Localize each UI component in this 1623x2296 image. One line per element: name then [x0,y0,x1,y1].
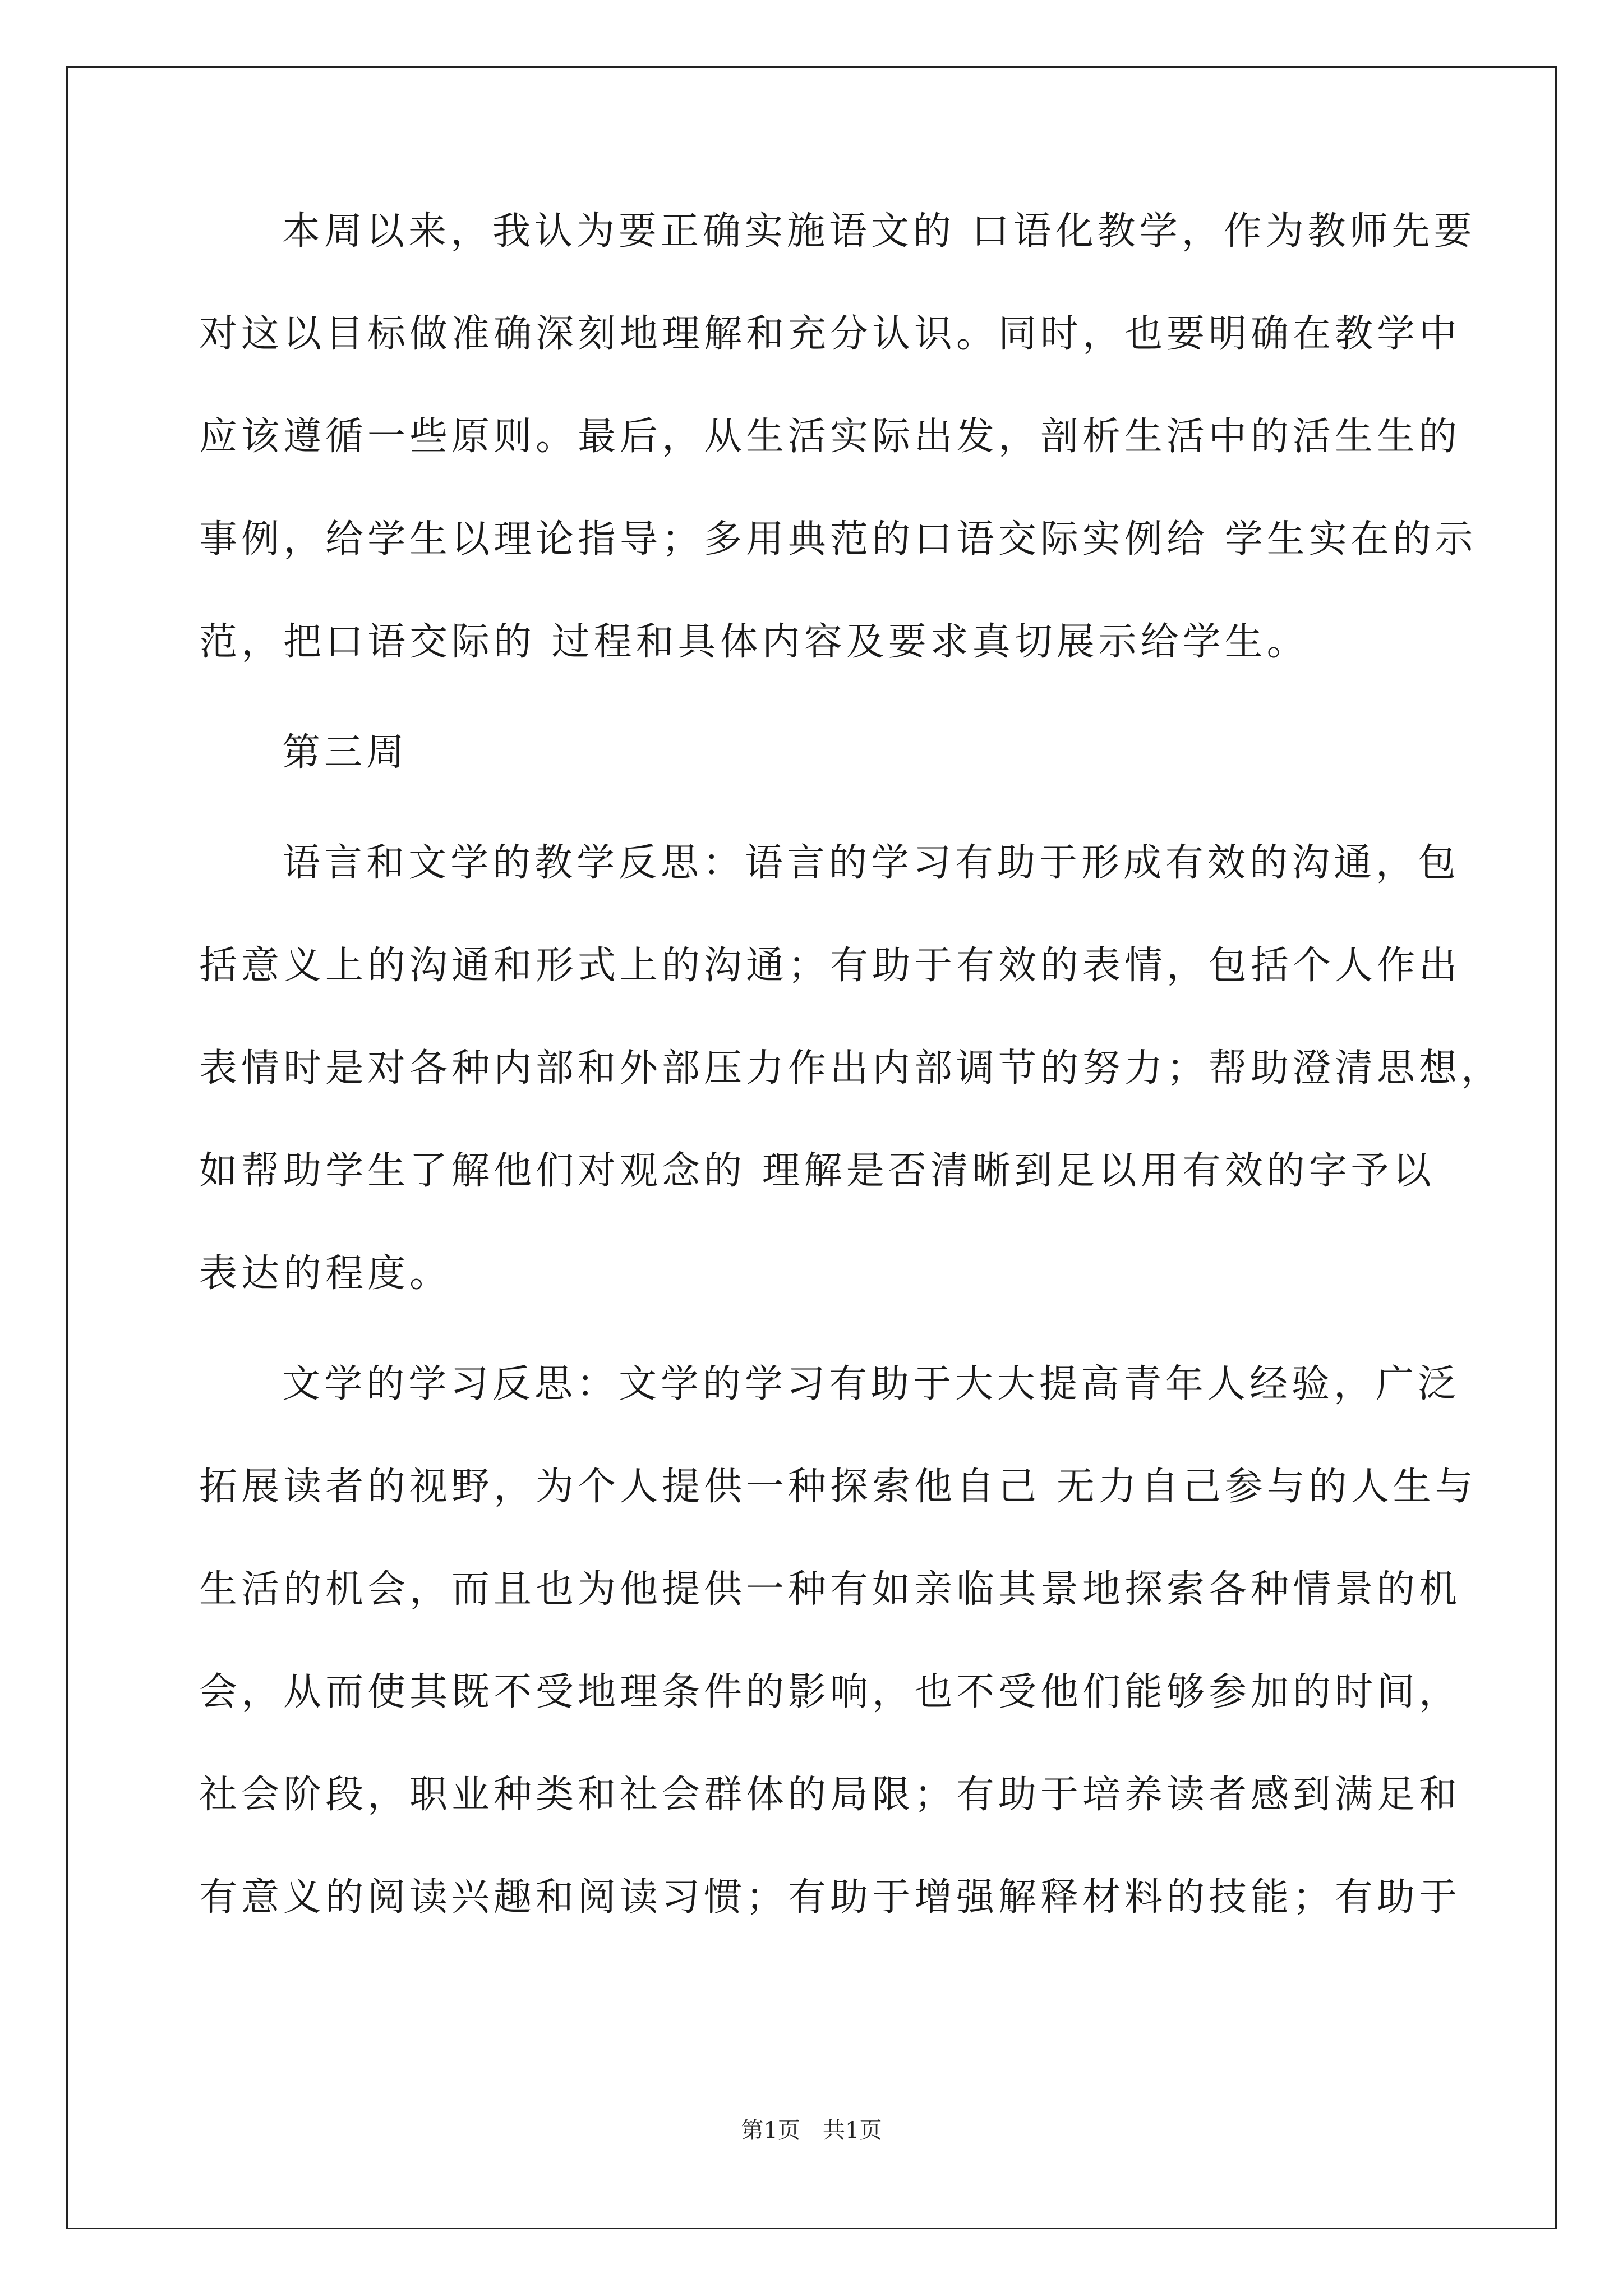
page-number-footer: 第1页 共1页 [741,2118,882,2143]
paragraph-3-line-3: 生活的机会，而且也为他提供一种有如亲临其景地探索各种情景的机 [199,1567,1461,1612]
paragraph-3-line-1: 文学的学习反思：文学的学习有助于大大提高青年人经验，广泛 [282,1362,1460,1406]
paragraph-2-line-5: 表达的程度。 [199,1251,452,1296]
paragraph-3-line-6: 有意义的阅读兴趣和阅读习惯；有助于增强解释材料的技能；有助于 [199,1875,1461,1920]
paragraph-2-line-4: 如帮助学生了解他们对观念的 理解是否清晰到足以用有效的字予以 [199,1149,1435,1193]
paragraph-3-line-4: 会，从而使其既不受地理条件的影响，也不受他们能够参加的时间， [199,1670,1461,1714]
paragraph-1-line-3: 应该遵循一些原则。最后，从生活实际出发，剖析生活中的活生生的 [199,415,1461,459]
section-heading: 第三周 [282,730,409,775]
paragraph-1-line-5: 范，把口语交际的 过程和具体内容及要求真切展示给学生。 [199,620,1309,664]
paragraph-1-line-2: 对这以目标做准确深刻地理解和充分认识。同时，也要明确在教学中 [199,312,1461,356]
document-body [199,209,1504,1920]
paragraph-2-line-3: 表情时是对各种内部和外部压力作出内部调节的努力；帮助澄清思想， [199,1046,1504,1091]
paragraph-2-line-2: 括意义上的沟通和形式上的沟通；有助于有效的表情，包括个人作出 [199,944,1461,988]
paragraph-3-line-2: 拓展读者的视野，为个人提供一种探索他自己 无力自己参与的人生与 [199,1465,1477,1509]
paragraph-1-line-4: 事例，给学生以理论指导；多用典范的口语交际实例给 学生实在的示 [199,517,1477,562]
paragraph-3-line-5: 社会阶段，职业种类和社会群体的局限；有助于培养读者感到满足和 [199,1773,1461,1817]
paragraph-2-line-1: 语言和文学的教学反思：语言的学习有助于形成有效的沟通，包 [282,841,1460,885]
paragraph-1-line-1: 本周以来，我认为要正确实施语文的 口语化教学，作为教师先要 [282,209,1476,254]
